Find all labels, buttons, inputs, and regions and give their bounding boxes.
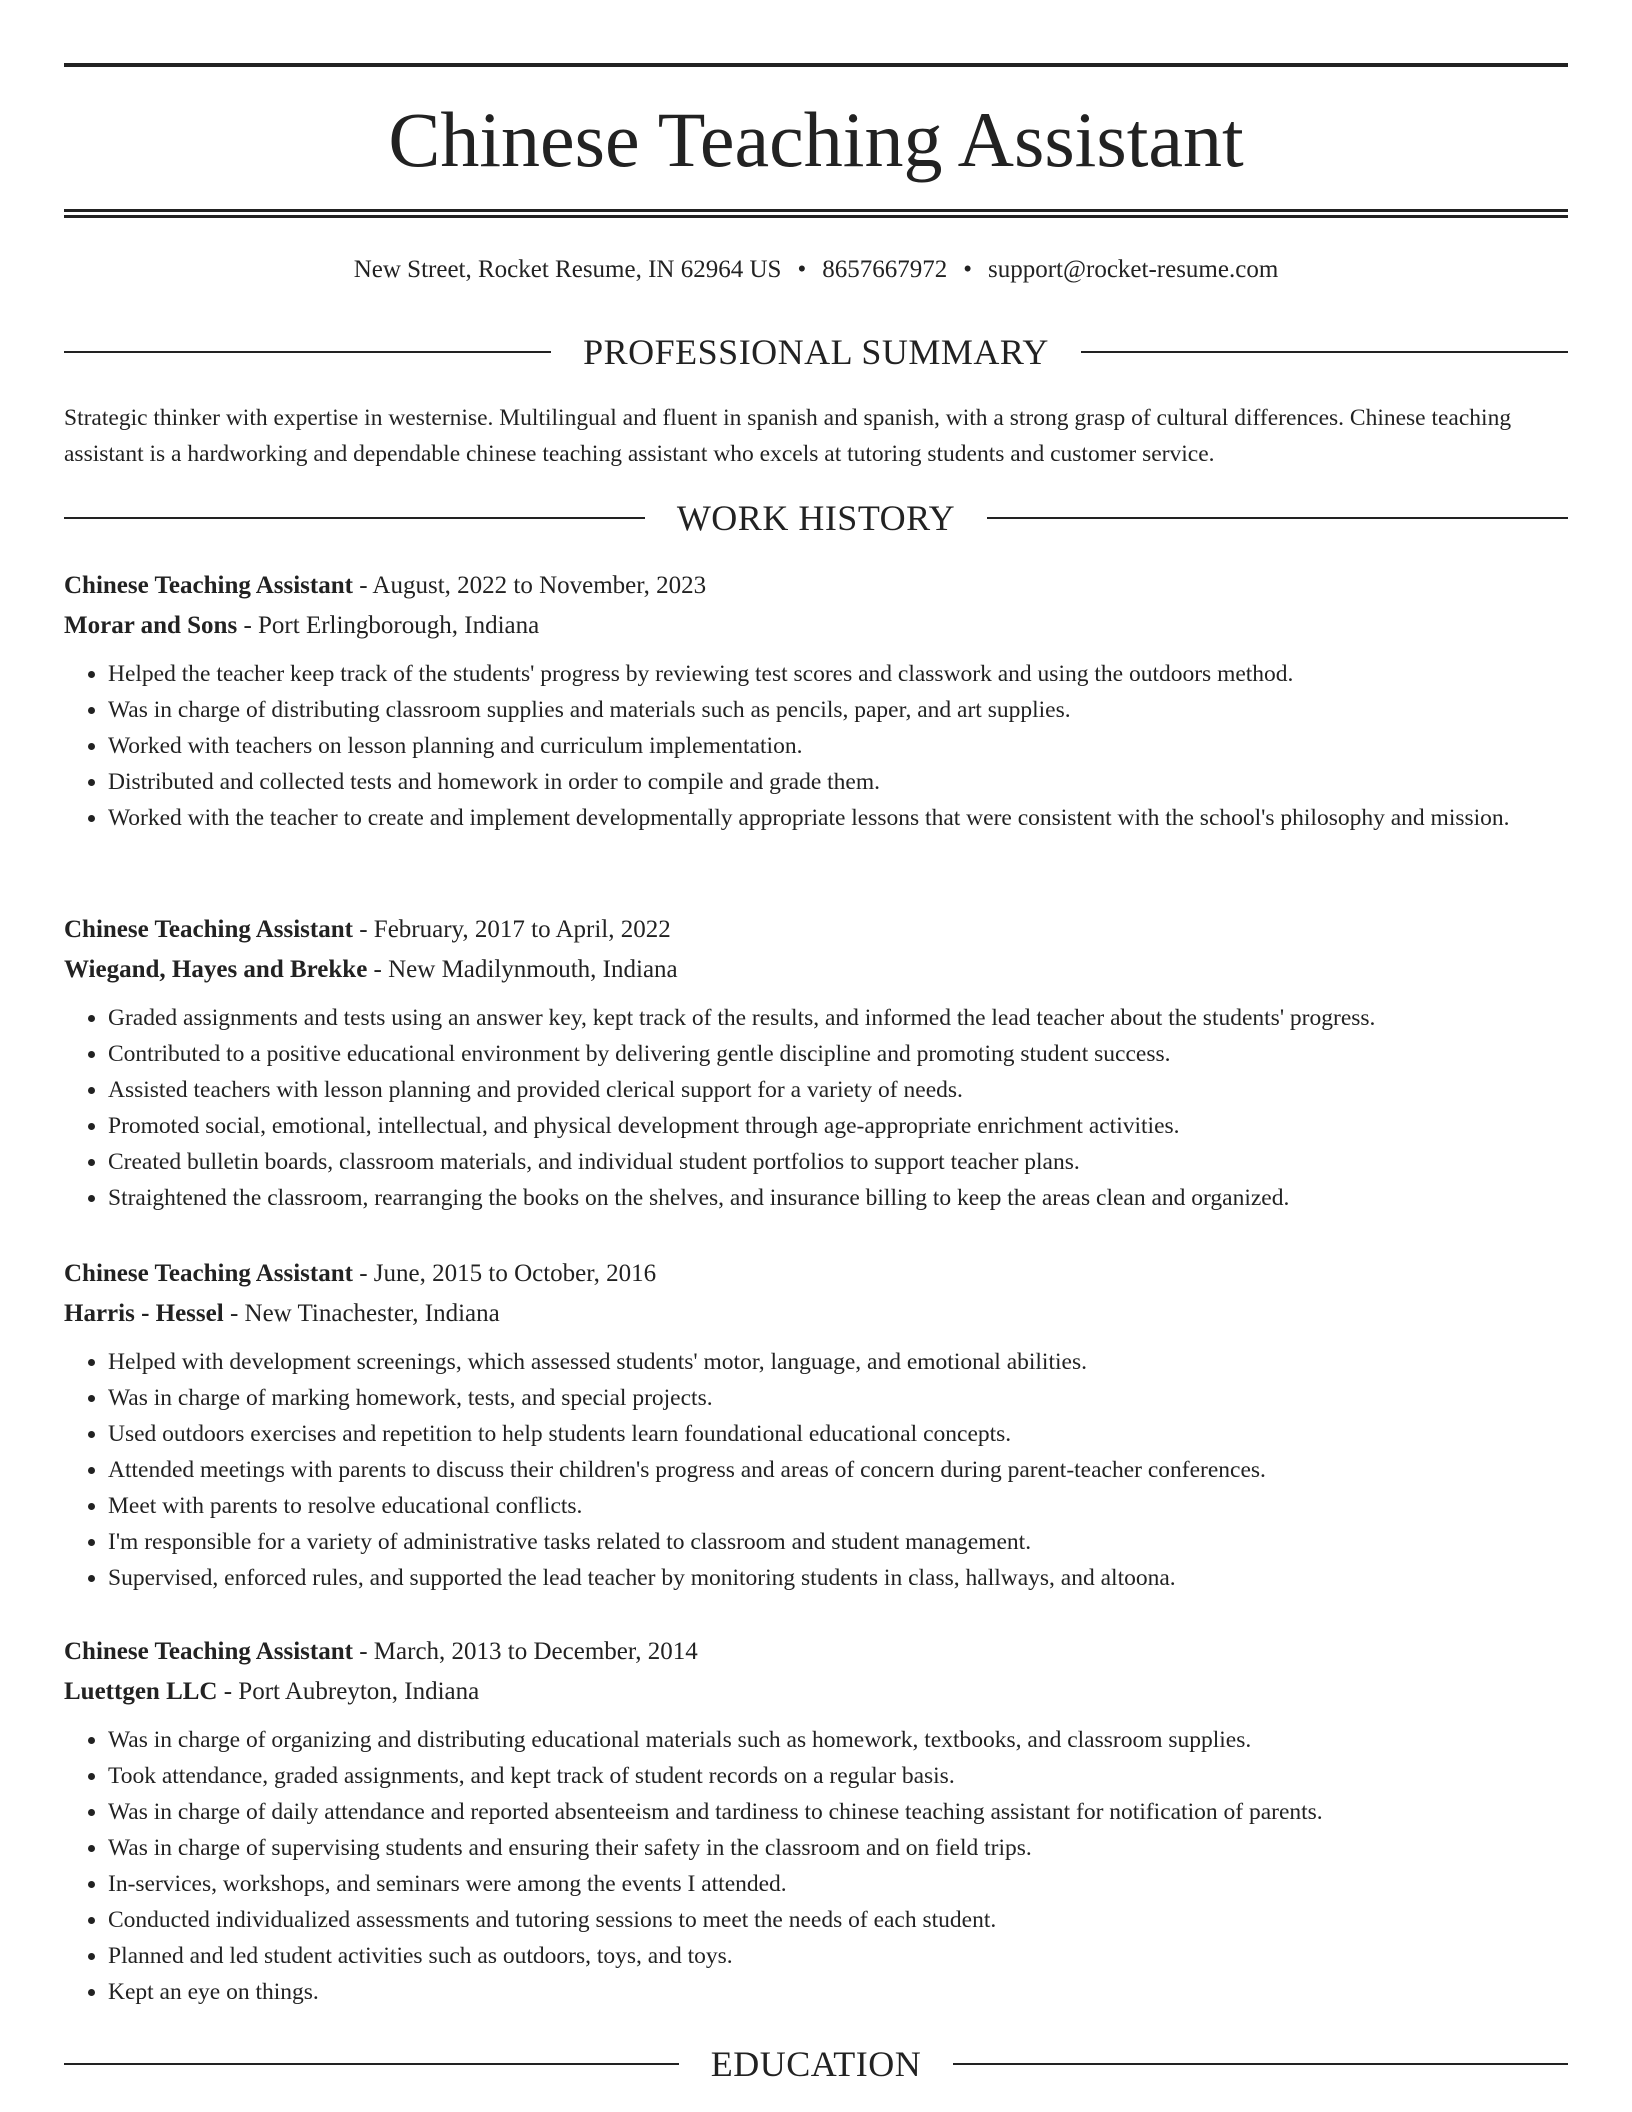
job-title-line <box>64 1632 1568 1672</box>
section-title: PROFESSIONAL SUMMARY <box>583 332 1049 372</box>
list-item: • Promoted social, emotional, intellectual, and physical development through age-appropriate enrichment activities. <box>108 1108 1568 1144</box>
section-rule <box>1081 351 1568 353</box>
job-title-line <box>64 566 1568 606</box>
list-item: • Was in charge of organizing and distributing educational materials such as homework, textbooks, and classroom supplies. <box>108 1722 1568 1758</box>
list-item: • Meet with parents to resolve educational conflicts. <box>108 1488 1568 1524</box>
job-location: - Port Erlingborough, Indiana <box>237 612 540 639</box>
list-item: • Kept an eye on things. <box>108 1974 1568 2010</box>
job-location: - New Madilynmouth, Indiana <box>367 956 678 983</box>
job-bullets <box>64 656 1568 836</box>
list-item: • Was in charge of supervising students and ensuring their safety in the classroom and on field trips. <box>108 1830 1568 1866</box>
list-item: • Created bulletin boards, classroom materials, and individual student portfolios to support teacher plans. <box>108 1144 1568 1180</box>
list-item: • Conducted individualized assessments and tutoring sessions to meet the needs of each student. <box>108 1902 1568 1938</box>
list-item: • Helped with development screenings, which assessed students' motor, language, and emotional abilities. <box>108 1344 1568 1380</box>
job-entry <box>64 910 1568 1216</box>
contact-separator: • <box>963 256 972 283</box>
list-item: • Helped the teacher keep track of the students' progress by reviewing test scores and classwork and using the outdoors method. <box>108 656 1568 692</box>
job-company: Luettgen LLC <box>64 1678 218 1705</box>
job-title-line <box>64 1254 1568 1294</box>
section-title: WORK HISTORY <box>676 498 956 538</box>
list-item: • Contributed to a positive educational environment by delivering gentle discipline and promoting student success. <box>108 1036 1568 1072</box>
list-item: • Distributed and collected tests and homework in order to compile and grade them. <box>108 764 1568 800</box>
list-item: • Was in charge of daily attendance and reported absenteeism and tardiness to chinese teaching assistant for notification of parents. <box>108 1794 1568 1830</box>
job-bullets <box>64 1000 1568 1216</box>
list-item: • Assisted teachers with lesson planning and provided clerical support for a variety of needs. <box>108 1072 1568 1108</box>
job-title: Chinese Teaching Assistant <box>64 572 353 599</box>
job-entry <box>64 1254 1568 1596</box>
job-entry <box>64 566 1568 836</box>
job-company: Morar and Sons <box>64 612 238 639</box>
section-header-summary <box>64 330 1568 374</box>
job-dates: - August, 2022 to November, 2023 <box>352 572 707 599</box>
job-company-line <box>64 1672 1568 1712</box>
list-item: • Used outdoors exercises and repetition to help students learn foundational educational concepts. <box>108 1416 1568 1452</box>
top-rule <box>64 63 1568 67</box>
job-title: Chinese Teaching Assistant <box>64 1638 353 1665</box>
section-header-education <box>64 2042 1568 2086</box>
contact-address: New Street, Rocket Resume, IN 62964 US <box>353 256 782 283</box>
job-title: Chinese Teaching Assistant <box>64 1260 353 1287</box>
list-item: • Attended meetings with parents to discuss their children's progress and areas of concern during parent-teacher conferences. <box>108 1452 1568 1488</box>
job-bullets <box>64 1722 1568 2010</box>
section-rule <box>64 2063 679 2065</box>
list-item: • Supervised, enforced rules, and supported the lead teacher by monitoring students in class, hallways, and altoona. <box>108 1560 1568 1596</box>
contact-line <box>64 254 1568 286</box>
job-company-line <box>64 606 1568 646</box>
job-company-line <box>64 950 1568 990</box>
job-dates: - March, 2013 to December, 2014 <box>352 1638 698 1665</box>
job-dates: - June, 2015 to October, 2016 <box>352 1260 657 1287</box>
job-company: Wiegand, Hayes and Brekke <box>64 956 368 983</box>
section-rule <box>953 2063 1568 2065</box>
list-item: • Graded assignments and tests using an answer key, kept track of the results, and informed the lead teacher about the students' progress. <box>108 1000 1568 1036</box>
job-bullets <box>64 1344 1568 1596</box>
job-dates: - February, 2017 to April, 2022 <box>352 916 671 943</box>
job-title-line <box>64 910 1568 950</box>
section-rule <box>64 517 645 519</box>
contact-email: support@rocket-resume.com <box>987 256 1279 283</box>
job-company: Harris - Hessel <box>64 1300 224 1327</box>
list-item: • Was in charge of marking homework, tests, and special projects. <box>108 1380 1568 1416</box>
section-header-work <box>64 496 1568 540</box>
job-location: - New Tinachester, Indiana <box>223 1300 500 1327</box>
list-item: • Straightened the classroom, rearranging the books on the shelves, and insurance billing to keep the areas clean and organized. <box>108 1180 1568 1216</box>
list-item: • Worked with teachers on lesson planning and curriculum implementation. <box>108 728 1568 764</box>
list-item: • Planned and led student activities such as outdoors, toys, and toys. <box>108 1938 1568 1974</box>
list-item: • In-services, workshops, and seminars were among the events I attended. <box>108 1866 1568 1902</box>
section-rule <box>987 517 1568 519</box>
list-item: • Took attendance, graded assignments, and kept track of student records on a regular basis. <box>108 1758 1568 1794</box>
job-title: Chinese Teaching Assistant <box>64 916 353 943</box>
job-company-line <box>64 1294 1568 1334</box>
summary-text: Strategic thinker with expertise in westernise. Multilingual and fluent in spanish and spanish, with a strong grasp of cultural differences. Chinese teaching assistant is a hardworking and dependable chinese teaching assistant who excels at tutoring students and customer service. <box>64 405 1512 467</box>
section-title: EDUCATION <box>710 2044 922 2084</box>
contact-separator: • <box>797 256 807 283</box>
list-item: • Was in charge of distributing classroom supplies and materials such as pencils, paper, and art supplies. <box>108 692 1568 728</box>
contact-phone: 8657667972 <box>822 256 948 283</box>
page-title: Chinese Teaching Assistant <box>388 96 1244 183</box>
list-item: • Worked with the teacher to create and implement developmentally appropriate lessons that were consistent with the school's philosophy and mission. <box>108 800 1568 836</box>
section-rule <box>64 351 551 353</box>
job-location: - Port Aubreyton, Indiana <box>217 1678 480 1705</box>
job-entry <box>64 1632 1568 2010</box>
double-rule <box>64 209 1568 218</box>
list-item: • I'm responsible for a variety of administrative tasks related to classroom and student management. <box>108 1524 1568 1560</box>
